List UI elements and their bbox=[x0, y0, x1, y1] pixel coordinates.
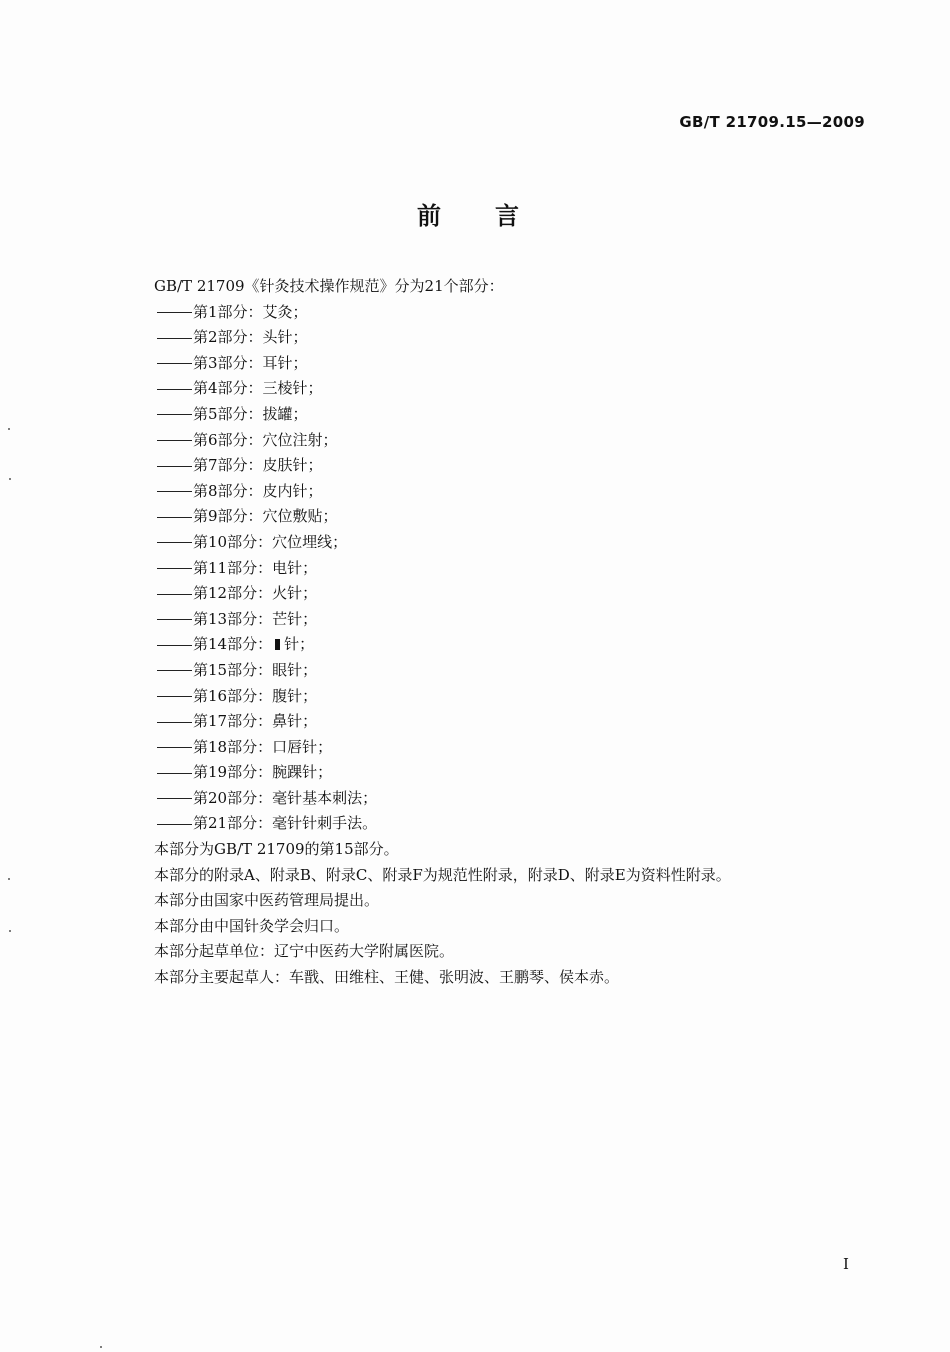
em-dash bbox=[157, 440, 192, 441]
em-dash bbox=[157, 722, 192, 723]
scan-speck bbox=[9, 930, 11, 932]
part-label: 第13部分：芒针； bbox=[193, 609, 318, 628]
part-label: 第15部分：眼针； bbox=[193, 660, 318, 679]
part-label: 第1部分：艾灸； bbox=[193, 302, 308, 321]
part-item bbox=[154, 581, 854, 607]
part-item bbox=[154, 351, 854, 377]
part-item bbox=[154, 530, 854, 556]
em-dash bbox=[157, 414, 192, 415]
part-item bbox=[154, 556, 854, 582]
part-item bbox=[154, 632, 854, 658]
em-dash bbox=[157, 645, 192, 646]
em-dash bbox=[157, 568, 192, 569]
part-label: 第5部分：拔罐； bbox=[193, 404, 308, 423]
parts-list bbox=[154, 300, 854, 837]
scan-speck bbox=[8, 428, 10, 430]
part-label: 第11部分：电针； bbox=[193, 558, 318, 577]
part-item bbox=[154, 709, 854, 735]
statement-line: 本部分由国家中医药管理局提出。 bbox=[154, 891, 380, 910]
part-label: 第3部分：耳针； bbox=[193, 353, 308, 372]
statement-line: 本部分起草单位：辽宁中医药大学附属医院。 bbox=[154, 942, 455, 961]
em-dash bbox=[157, 542, 192, 543]
em-dash bbox=[157, 773, 192, 774]
scan-speck bbox=[9, 478, 11, 480]
part-item bbox=[154, 811, 854, 837]
page-title: 前言 bbox=[417, 202, 573, 230]
page-number: I bbox=[843, 1255, 849, 1273]
em-dash bbox=[157, 363, 192, 364]
part-item bbox=[154, 786, 854, 812]
em-dash bbox=[157, 619, 192, 620]
part-item bbox=[154, 376, 854, 402]
em-dash bbox=[157, 747, 192, 748]
part-label: 第2部分：头针； bbox=[193, 328, 308, 347]
em-dash bbox=[157, 389, 192, 390]
standard-number: GB/T 21709.15—2009 bbox=[679, 113, 865, 131]
part-item bbox=[154, 735, 854, 761]
intro-line: GB/T 21709《针灸技术操作规范》分为21个部分： bbox=[154, 277, 504, 295]
em-dash bbox=[157, 338, 192, 339]
part-label: 第17部分：鼻针； bbox=[193, 712, 318, 731]
part-item bbox=[154, 479, 854, 505]
statement-line: 本部分的附录A、附录B、附录C、附录F为规范性附录，附录D、附录E为资料性附录。 bbox=[154, 865, 731, 884]
statement-line: 本部分由中国针灸学会归口。 bbox=[154, 916, 350, 935]
part-item bbox=[154, 607, 854, 633]
part-label: 第6部分：穴位注射； bbox=[193, 430, 338, 449]
part-item bbox=[154, 684, 854, 710]
em-dash bbox=[157, 670, 192, 671]
em-dash bbox=[157, 491, 192, 492]
part-item bbox=[154, 300, 854, 326]
part-label: 第7部分：皮肤针； bbox=[193, 456, 323, 475]
part-label: 第16部分：腹针； bbox=[193, 686, 318, 705]
part-label: 第20部分：毫针基本刺法； bbox=[193, 788, 378, 807]
part-label: 第8部分：皮内针； bbox=[193, 481, 323, 500]
em-dash bbox=[157, 312, 192, 313]
unrendered-glyph bbox=[275, 639, 280, 650]
statement-line: 本部分主要起草人：车戬、田维柱、王健、张明波、王鹏琴、侯本赤。 bbox=[154, 968, 620, 987]
scan-speck bbox=[100, 1346, 102, 1348]
em-dash bbox=[157, 696, 192, 697]
part-item bbox=[154, 504, 854, 530]
part-item bbox=[154, 658, 854, 684]
part-label: 第18部分：口唇针； bbox=[193, 737, 333, 756]
part-item bbox=[154, 453, 854, 479]
part-item bbox=[154, 428, 854, 454]
part-item bbox=[154, 760, 854, 786]
em-dash bbox=[157, 517, 192, 518]
part-label: 第10部分：穴位埋线； bbox=[193, 532, 348, 551]
foreword-body bbox=[154, 274, 854, 991]
em-dash bbox=[157, 824, 192, 825]
em-dash bbox=[157, 594, 192, 595]
part-label: 第21部分：毫针针刺手法。 bbox=[193, 814, 378, 833]
part-label: 第4部分：三棱针； bbox=[193, 379, 323, 398]
part-label: 第9部分：穴位敷贴； bbox=[193, 507, 338, 526]
scan-speck bbox=[8, 878, 10, 880]
part-label: 第19部分：腕踝针； bbox=[193, 763, 333, 782]
part-label: 第12部分：火针； bbox=[193, 584, 318, 603]
statements bbox=[154, 837, 854, 991]
part-item bbox=[154, 402, 854, 428]
em-dash bbox=[157, 466, 192, 467]
part-label-tail: 针； bbox=[284, 635, 315, 654]
em-dash bbox=[157, 798, 192, 799]
part-label: 第14部分： bbox=[193, 635, 273, 654]
part-item bbox=[154, 325, 854, 351]
statement-line: 本部分为GB/T 21709的第15部分。 bbox=[154, 840, 399, 859]
